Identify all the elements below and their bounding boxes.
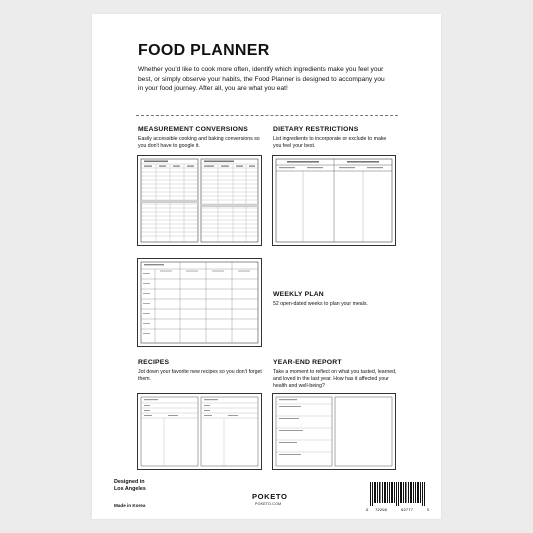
barcode-digits-1: 72299 [375,509,388,512]
brand-logo: POKETO [252,492,288,501]
measurement-desc: Easily accessible cooking and baking conversions so you don't have to google it. [138,136,260,150]
measurement-page-preview [137,155,262,246]
dietary-desc: List ingredients to incorporate or exclude to make you feel your best. [273,136,387,150]
dietary-page-preview [272,155,396,246]
conversion-table-graphic [138,156,261,245]
barcode [366,482,430,512]
made-in-label: Made in Korea [114,503,146,508]
weekly-grid-graphic [138,259,261,346]
yearend-graphic [273,394,395,469]
designed-line-1: Designed in [114,479,145,485]
weekly-plan-page-preview [137,258,262,347]
recipes-title: RECIPES [138,359,170,366]
dietary-table-graphic [273,156,395,245]
recipes-desc: Jot down your favorite new recipes so you don't forget them. [138,369,262,383]
barcode-icon [366,482,430,512]
weekly-title: WEEKLY PLAN [273,291,324,298]
barcode-digits-2: 92777 [401,509,414,512]
yearend-title: YEAR-END REPORT [273,359,342,366]
recipes-page-preview [137,393,262,470]
product-sheet [92,14,441,519]
yearend-page-preview [272,393,396,470]
designed-in-label [114,479,146,493]
intro-paragraph: Whether you'd like to cook more often, identify which ingredients make you feel your best, or simply observe your habits, the Food Planner is designed to accompany you in your food journey. After all, you are what you eat! [138,66,385,93]
dietary-title: DIETARY RESTRICTIONS [273,126,359,133]
section-divider [136,115,398,116]
weekly-desc: 52 open-dated weeks to plan your meals. [273,301,368,307]
designed-line-2: Los Angeles [114,486,146,492]
brand-url: POKETO.COM [255,502,282,506]
barcode-digit-left: 9 [366,509,369,512]
page-title: FOOD PLANNER [138,42,270,59]
barcode-digit-right: 5 [427,509,430,512]
measurement-title: MEASUREMENT CONVERSIONS [138,126,248,133]
recipe-cards-graphic [138,394,261,469]
yearend-desc: Take a moment to reflect on what you tasted, learned, and loved in the last year. How has it affected your health and well-being? [273,369,397,390]
